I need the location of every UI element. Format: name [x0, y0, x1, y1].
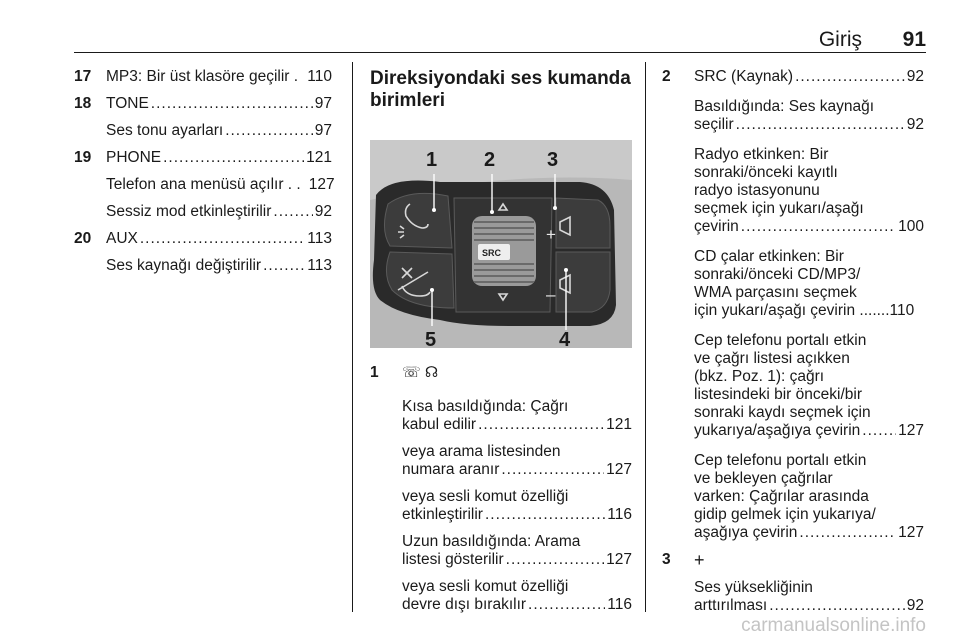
item-page: 127 [606, 551, 632, 568]
item-title: AUX [106, 230, 138, 247]
item-page: 113 [307, 230, 332, 247]
item-description: etkinleştirilir [402, 506, 483, 523]
item-description: Kısa basıldığında: Çağrı [402, 398, 569, 415]
steering-wheel-illustration [370, 140, 632, 348]
list-item [662, 68, 924, 542]
plus-label: + [546, 225, 556, 244]
item-description: Cep telefonu portalı etkin [694, 452, 867, 469]
item-description: Ses kaynağı değiştirilir [106, 257, 262, 274]
list-item [74, 230, 332, 275]
item-page: 121 [606, 416, 632, 433]
item-description: sonraki/önceki CD/MP3/ [694, 266, 861, 283]
heading-line: birimleri [370, 90, 445, 111]
item-number: 18 [74, 95, 92, 112]
item-description: Ses yüksekliğinin [694, 579, 813, 596]
item-page: 97 [314, 95, 332, 112]
item-description: seçmek için yukarı/aşağı [694, 200, 864, 217]
item-description: veya sesli komut özelliği [402, 488, 569, 505]
item-page: 92 [906, 68, 924, 85]
item-page: 127 [898, 524, 924, 541]
steering-wheel-controls-figure [370, 140, 632, 348]
column-divider-right [645, 62, 646, 612]
callout-3: 3 [547, 149, 559, 171]
item-description: Uzun basıldığında: Arama [402, 533, 581, 550]
item-page: 92 [314, 203, 332, 220]
item-description: çevirin [694, 218, 739, 235]
list-item [74, 149, 335, 221]
watermark: carmanualsonline.info [741, 615, 926, 636]
item-number: 17 [74, 68, 92, 85]
item-description: sonraki kaydı seçmek için [694, 404, 871, 421]
item-page: 97 [314, 122, 332, 139]
item-page: 116 [607, 596, 632, 613]
item-description: Radyo etkinken: Bir [694, 146, 829, 163]
item-page: 127 [606, 461, 632, 478]
item-description: sonraki/önceki kayıtlı [694, 164, 838, 181]
column-divider-left [352, 62, 353, 612]
src-button-label: SRC [482, 248, 502, 258]
item-description: listesindeki bir önceki/bir [694, 386, 862, 403]
item-page: 92 [906, 597, 924, 614]
callout-2: 2 [484, 149, 496, 171]
page-number: 91 [902, 28, 926, 51]
callout-5: 5 [425, 329, 437, 348]
item-page: 110 [307, 68, 332, 85]
heading-line: Direksiyondaki ses kumanda [370, 68, 631, 89]
item-description: Ses tonu ayarları [106, 122, 224, 139]
item-description: ve çağrı listesi açıkken [694, 350, 850, 367]
item-page: 92 [906, 116, 924, 133]
item-title: MP3: Bir üst klasöre geçilir . [106, 68, 299, 85]
item-page: 100 [898, 218, 924, 235]
item-description: yukarıya/aşağıya çevirin [694, 422, 861, 439]
section-title: Giriş [818, 28, 862, 51]
item-number: 20 [74, 230, 92, 247]
item-description: Sessiz mod etkinleştirilir [106, 203, 272, 220]
item-description: radyo istasyonunu [694, 182, 820, 199]
item-description: aşağıya çevirin [694, 524, 798, 541]
page-header [74, 0, 926, 53]
item-description: veya arama listesinden [402, 443, 561, 460]
item-page: 127 [898, 422, 924, 439]
item-page: 121 [306, 149, 332, 166]
item-description: varken: Çağrılar arasında [694, 488, 869, 505]
item-description: gidip gelmek için yukarıya/ [694, 506, 876, 523]
item-description: Cep telefonu portalı etkin [694, 332, 867, 349]
item-description: CD çalar etkinken: Bir [694, 248, 844, 265]
item-description: WMA parçasını seçmek [694, 284, 857, 301]
item-title: PHONE [106, 149, 162, 166]
item-description: listesi gösterilir [402, 551, 504, 568]
item-number: 2 [662, 68, 671, 85]
section-heading [370, 68, 632, 112]
phone-voice-icon: ☏ ☊ [402, 364, 439, 381]
middle-column [370, 68, 632, 623]
item-number: 1 [370, 364, 379, 381]
item-description: kabul edilir [402, 416, 477, 433]
item-description: (bkz. Poz. 1): çağrı [694, 368, 825, 385]
callout-4: 4 [559, 329, 571, 348]
plus-icon: + [694, 550, 705, 570]
item-description: veya sesli komut özelliği [402, 578, 569, 595]
right-column [662, 68, 924, 624]
callout-1: 1 [426, 149, 438, 171]
list-item [74, 68, 332, 86]
list-item [370, 364, 632, 614]
item-number: 19 [74, 149, 92, 166]
list-item [662, 551, 924, 615]
item-description: için yukarı/aşağı çevirin ....... [694, 302, 890, 319]
item-description: ve bekleyen çağrılar [694, 470, 833, 487]
item-page: 116 [607, 506, 632, 523]
item-description: devre dışı bırakılır [402, 596, 527, 613]
left-column [74, 68, 335, 284]
list-item [74, 95, 332, 140]
item-description: seçilir [694, 116, 734, 133]
item-title: TONE [106, 95, 149, 112]
item-description: arttırılması [694, 597, 768, 614]
item-description: numara aranır [402, 461, 500, 478]
item-page: 110 [889, 302, 915, 319]
item-description: Telefon ana menüsü açılır . . [106, 176, 301, 193]
item-title: SRC (Kaynak) [694, 68, 794, 85]
item-number: 3 [662, 551, 671, 568]
item-description: Basıldığında: Ses kaynağı [694, 98, 875, 115]
item-page: 113 [307, 257, 332, 274]
minus-label: – [546, 285, 556, 304]
item-page: 127 [308, 176, 335, 193]
